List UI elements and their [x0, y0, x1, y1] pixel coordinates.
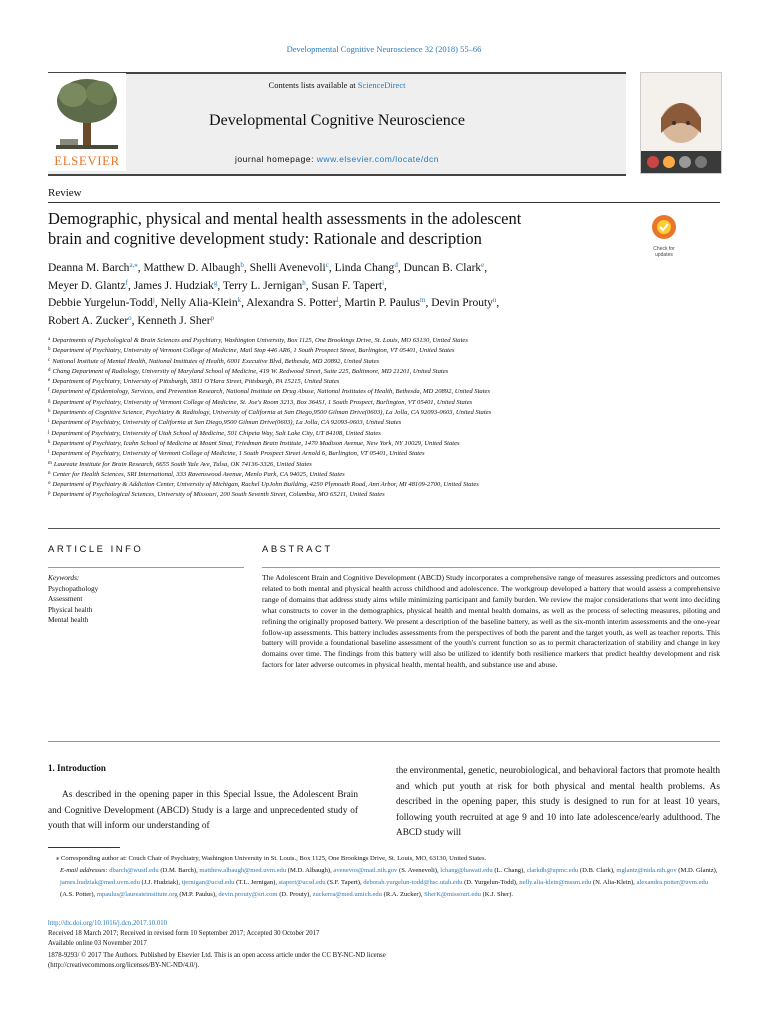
keywords-label: Keywords:	[48, 573, 80, 582]
email-owner: (D. Yurgelun-Todd)	[464, 879, 516, 886]
affiliation-item: $^f$ Department of Epidemiology, Services, and Prevention Research, National Institute on Drug Abuse, National Institutes of Health, Bethesda, MD 20892, United States	[48, 388, 491, 396]
footnotes	[48, 853, 720, 901]
keyword: Physical health	[48, 604, 93, 614]
email-link[interactable]: clarkdb@upmc.edu	[526, 867, 579, 874]
divider	[48, 202, 720, 203]
author-name[interactable]: Alexandra S. Potter$^l$	[246, 296, 339, 309]
corresponding-author-note: ⁎ Corresponding author at: Couch Chair of Psychiatry, Washington University in St. Louis., Box 1125, One Brookings Drive, St. Louis, MO, 63130, United States.	[56, 855, 487, 862]
affiliation-marker[interactable]: j	[152, 296, 155, 304]
email-owner: (R.A. Zucker)	[383, 891, 421, 898]
email-link[interactable]: nelly.alia-klein@mssm.edu	[519, 879, 592, 886]
divider	[48, 567, 244, 568]
email-owner: (M.D. Glantz)	[678, 867, 716, 874]
affiliation-marker[interactable]: n	[492, 296, 497, 304]
author-name[interactable]: Kenneth J. Sher$^p$	[137, 313, 215, 327]
email-owner: (J.J. Hudziak)	[141, 879, 179, 886]
affiliation-marker[interactable]: b	[240, 261, 244, 269]
email-owner: (K.J. Sher).	[482, 891, 513, 898]
affiliation-marker[interactable]: i	[382, 278, 385, 287]
article-title: Demographic, physical and mental health assessments in the adolescent brain and cognitive development study: Rationale and description	[48, 209, 522, 248]
divider	[48, 528, 720, 529]
divider	[262, 567, 720, 568]
affiliation-marker[interactable]: g	[213, 278, 218, 287]
doi-link[interactable]: http://dx.doi.org/10.1016/j.dcn.2017.10.010	[48, 920, 168, 927]
email-owner: (D. Prouty)	[279, 891, 310, 898]
affiliation-item: $^n$ Center for Health Sciences, SRI International, 333 Ravenswood Avenue, Menlo Park, CA 94025, United States	[48, 470, 345, 478]
intro-paragraph-left: As described in the opening paper in this Special Issue, the Adolescent Brain and Cognitive Development (ABCD) Study is a large and unprecedented study of youth that will inform our understanding of	[48, 790, 358, 831]
affiliation-marker[interactable]: m	[420, 296, 426, 304]
email-link[interactable]: mpaulus@laureateinstitute.org	[96, 891, 178, 898]
email-owner: (N. Alia-Klein)	[592, 879, 634, 886]
email-link[interactable]: alexandra.potter@uvm.edu	[636, 879, 709, 886]
author-name[interactable]: Debbie Yurgelun-Todd$^j$	[48, 296, 155, 309]
received-dates: Received 18 March 2017; Received in revised form 10 September 2017; Accepted 30 October 2017	[48, 929, 320, 937]
email-link[interactable]: tjernigan@ucsd.edu	[181, 879, 235, 886]
affiliation-item: $^j$ Department of Psychiatry, University of Utah School of Medicine, 501 Chipeta Way, Salt Lake City, UT 84108, United States	[48, 429, 381, 437]
affiliation-item: $^k$ Department of Psychiatry, Icahn School of Medicine at Mount Sinai, Friedman Brain Institute, 1470 Madison Avenue, New York, NY 10029, United States	[48, 439, 460, 447]
author-name[interactable]: Shelli Avenevoli$^c$	[249, 261, 329, 274]
abstract-heading: ABSTRACT	[262, 544, 333, 555]
email-owner: (S. Avenevoli)	[399, 867, 437, 874]
email-link[interactable]: devin.prouty@sri.com	[218, 891, 278, 898]
intro-paragraph-right: the environmental, genetic, neurobiological, and behavioral factors that promote health and which put youth at risk for both physical and mental health problems. As described in the opening paper, this study is designed to run for at least 10 years, following youth recruited at age 9 and 10 into late adolescence/early adulthood. The ABCD study will	[396, 766, 720, 838]
email-owner: (D.B. Clark)	[579, 867, 614, 874]
affiliation-marker[interactable]: l	[336, 296, 339, 304]
affiliation-item: $^d$ Chang Department of Radiology, University of Maryland School of Medicine, 419 W. Redwood Street, Suite 225, Baltimore, MD 21201, United States	[48, 367, 449, 375]
elsevier-wordmark: ELSEVIER	[54, 153, 120, 168]
email-link[interactable]: SherK@missouri.edu	[424, 891, 481, 898]
author-name[interactable]: Duncan B. Clark$^e$	[403, 261, 485, 274]
email-link[interactable]: stapert@ucsd.edu	[278, 879, 326, 886]
keyword: Assessment	[48, 594, 83, 603]
email-addresses: E-mail addresses: dbarch@wustl.edu (D.M. Barch), matthew.albaugh@med.uvm.edu (M.D. Albaugh), avenevos@mail.nih.gov (S. Avenevoli), lchang@hawaii.edu (L. Chang), clarkdb@upmc.edu (D.B. Clark), mglantz@nida.nih.gov (M.D. Glantz), james.hudziak@med.uvm.edu (J.J. Hudziak), tjernigan@ucsd.edu (T.L. Jernigan), stapert@ucsd.edu (S.F. Tapert), deborah.yurgelun-todd@hsc.utah.edu (D. Yurgelun-Todd), nelly.alia-klein@mssm.edu (N. Alia-Klein), alexandra.potter@uvm.edu (A.S. Potter), mpaulus@laureateinstitute.org (M.P. Paulus), devin.prouty@sri.com (D. Prouty), zuckerra@med.umich.edu (R.A. Zucker), SherK@missouri.edu (K.J. Sher).	[60, 867, 718, 898]
author-name[interactable]: Linda Chang$^d$	[334, 261, 398, 274]
affiliation-marker[interactable]: e	[481, 261, 485, 269]
check-updates-icon	[649, 213, 679, 241]
tree-icon	[48, 73, 126, 153]
copyright: 1878-9293/ © 2017 The Authors. Published by Elsevier Ltd. This is an open access article under the CC BY-NC-ND license	[48, 952, 386, 960]
affiliation-marker[interactable]: a,⁎	[129, 261, 138, 269]
section-heading-introduction: 1. Introduction	[48, 763, 106, 773]
sciencedirect-link[interactable]: ScienceDirect	[357, 80, 406, 90]
affiliation-item: $^m$ Laureate Institute for Brain Research, 6655 South Yale Ave, Tulsa, OK 74136-3326, United States	[48, 460, 312, 468]
keyword: Mental health	[48, 615, 89, 624]
journal-title: Developmental Cognitive Neuroscience	[209, 112, 465, 129]
email-owner: (S.F. Tapert)	[327, 879, 360, 886]
affiliation-item: $^h$ Departments of Cognitive Science, Psychiatry & Radiology, University of California at San Diego,9500 Gilman Drive(0603), La Jolla, CA 92093-0603, United States	[48, 409, 492, 417]
affiliation-item: $^p$ Department of Psychological Sciences, University of Missouri, 200 South Seventh Street, Columbia, MO 65211, United States	[48, 491, 385, 499]
article-info-heading: ARTICLE INFO	[48, 544, 144, 555]
elsevier-logo[interactable]	[48, 73, 126, 171]
license-url[interactable]: (http://creativecommons.org/licenses/BY-NC-ND/4.0/).	[48, 962, 200, 970]
email-link[interactable]: zuckerra@med.umich.edu	[312, 891, 382, 898]
email-link[interactable]: avenevos@mail.nih.gov	[333, 867, 398, 874]
footnote-divider	[48, 847, 120, 848]
affiliation-item: $^o$ Department of Psychiatry & Addiction Center, University of Michigan, Rachel UpJohn Building, 4250 Plymouth Road, Ann Arbor, MI 48109-2700, United States	[48, 481, 479, 489]
email-link[interactable]: matthew.albaugh@med.uvm.edu	[199, 867, 287, 874]
keywords-list	[48, 584, 98, 626]
affiliation-marker[interactable]: d	[394, 261, 398, 269]
affiliation-marker[interactable]: p	[210, 313, 215, 322]
abstract-text: The Adolescent Brain and Cognitive Development (ABCD) Study incorporates a comprehensive range of measures assessing predictors and outcomes related to both mental and physical health across childhood and adolescence. The workgroup developed a battery that would assess a comprehensive range of domains that address study aims while minimizing participant and family burden. We review the major considerations that went into deciding what constructs to cover in the demographics, physical health and mental health domains, as well as the process of selecting measures, piloting and refining the originally proposed battery. We present a description of the baseline battery, as well as the six-month interim assessments and the one-year follow-up assessments. This battery includes assessments from the perspectives of both the parent and the target youth, as well as teacher reports. This battery will provide a foundational baseline assessment of the youth's current function so as to permit characterization of stability and change in key domains over time. The findings from this battery will also be utilized to identify both resilience markers that predict healthy development and risk factors for later adverse outcomes in physical health, mental health, and substance use and abuse.	[262, 573, 720, 670]
affiliation-item: $^a$ Departments of Psychological & Brain Sciences and Psychiatry, Washington University, Box 1125, One Brookings Drive, St. Louis, MO 63130, United States	[48, 337, 468, 344]
affiliation-item: $^c$ National Institute of Mental Health, National Institutes of Health, 6001 Executive Blvd, Bethesda, MD 20892, United States	[48, 357, 380, 365]
divider	[48, 741, 720, 742]
author-name[interactable]: Meyer D. Glantz$^f$	[48, 278, 128, 292]
author-name[interactable]: James J. Hudziak$^g$	[133, 278, 218, 292]
affiliation-item: $^i$ Department of Psychiatry, University of California at San Diego,9500 Gilman Drive(0603), La Jolla, CA 92093-0603, United States	[48, 419, 402, 427]
author-name[interactable]: Susan F. Tapert$^i$	[311, 278, 385, 292]
publication-info	[48, 919, 720, 971]
affiliation-marker[interactable]: c	[325, 261, 329, 269]
homepage-link[interactable]: www.elsevier.com/locate/dcn	[316, 154, 439, 164]
author-name[interactable]: Terry L. Jernigan$^h$	[222, 278, 306, 292]
email-owner: (A.S. Potter)	[60, 891, 94, 898]
author-list: Deanna M. Barch$^{a,⁎}$, Matthew D. Albaugh$^b$, Shelli Avenevoli$^c$, Linda Chang$^d$, Duncan B. Clark$^e$, Meyer D. Glantz$^f$, James J. Hudziak$^g$, Terry L. Jernigan$^h$, Susan F. Tapert$^i$, Debbie Yurgelun-Todd$^j$, Nelly Alia-Klein$^k$, Alexandra S. Potter$^l$, Martin P. Paulus$^m$, Devin Prouty$^n$, Robert A. Zucker$^o$, Kenneth J. Sher$^p$	[48, 261, 500, 327]
keywords-block	[48, 573, 98, 626]
contents-line: Contents lists available at ScienceDirect	[268, 80, 406, 90]
author-name[interactable]: Deanna M. Barch$^{a,⁎}$	[48, 261, 138, 274]
author-name[interactable]: Matthew D. Albaugh$^b$	[143, 261, 244, 274]
article-type: Review	[48, 187, 82, 199]
email-owner: (M.P. Paulus)	[179, 891, 216, 898]
email-owner: (M.D. Albaugh)	[287, 867, 331, 874]
email-link[interactable]: james.hudziak@med.uvm.edu	[60, 879, 140, 886]
journal-citation[interactable]: Developmental Cognitive Neuroscience 32 (2018) 55–66	[286, 44, 482, 54]
affiliation-marker[interactable]: k	[237, 296, 242, 304]
email-link[interactable]: deborah.yurgelun-todd@hsc.utah.edu	[363, 879, 463, 886]
author-name[interactable]: Robert A. Zucker$^o$	[48, 313, 132, 327]
affiliation-item: $^g$ Department of Psychiatry, University of Vermont College of Medicine, St. Joe's Room 3213, Box 364SJ, 1 South Prospect, Burlington, VT 05401, United States	[48, 398, 473, 406]
journal-header	[48, 72, 626, 176]
affiliation-item: $^l$ Department of Psychiatry, University of Vermont College of Medicine, 1 South Prospect Street Arnold 6, Burlington, VT 05401, United States	[48, 450, 425, 458]
email-link[interactable]: lchang@hawaii.edu	[440, 867, 493, 874]
email-label: E-mail addresses:	[60, 867, 110, 874]
email-link[interactable]: mglantz@nida.nih.gov	[616, 867, 677, 874]
cover-icon	[641, 73, 721, 173]
author-name[interactable]: Martin P. Paulus$^m$	[344, 296, 426, 309]
affiliation-item: $^e$ Department of Psychiatry, University of Pittsburgh, 3811 O'Hara Street, Pittsburgh, PA 15215, United States	[48, 378, 340, 386]
affiliation-marker[interactable]: o	[128, 313, 132, 322]
keyword: Psychopathology	[48, 583, 99, 593]
affiliation-list	[48, 336, 720, 501]
affiliation-marker[interactable]: h	[302, 278, 306, 287]
email-link[interactable]: dbarch@wustl.edu	[109, 867, 159, 874]
email-owner: (D.M. Barch)	[160, 867, 197, 874]
available-online: Available online 03 November 2017	[48, 939, 147, 947]
author-name[interactable]: Devin Prouty$^n$	[431, 296, 497, 309]
affiliation-item: $^b$ Department of Psychiatry, University of Vermont College of Medicine, Mail Stop 446 AR6, 1 South Prospect Street, Burlington, VT 05401, United States	[48, 347, 455, 355]
journal-cover-image[interactable]	[640, 72, 722, 174]
check-for-updates-button[interactable]: Check for updates	[646, 213, 682, 253]
email-owner: (T.L. Jernigan)	[236, 879, 276, 886]
email-owner: (L. Chang)	[494, 867, 524, 874]
affiliation-marker[interactable]: f	[125, 278, 128, 287]
author-name[interactable]: Nelly Alia-Klein$^k$	[160, 296, 242, 309]
homepage-line: journal homepage: www.elsevier.com/locate/dcn	[235, 154, 439, 164]
